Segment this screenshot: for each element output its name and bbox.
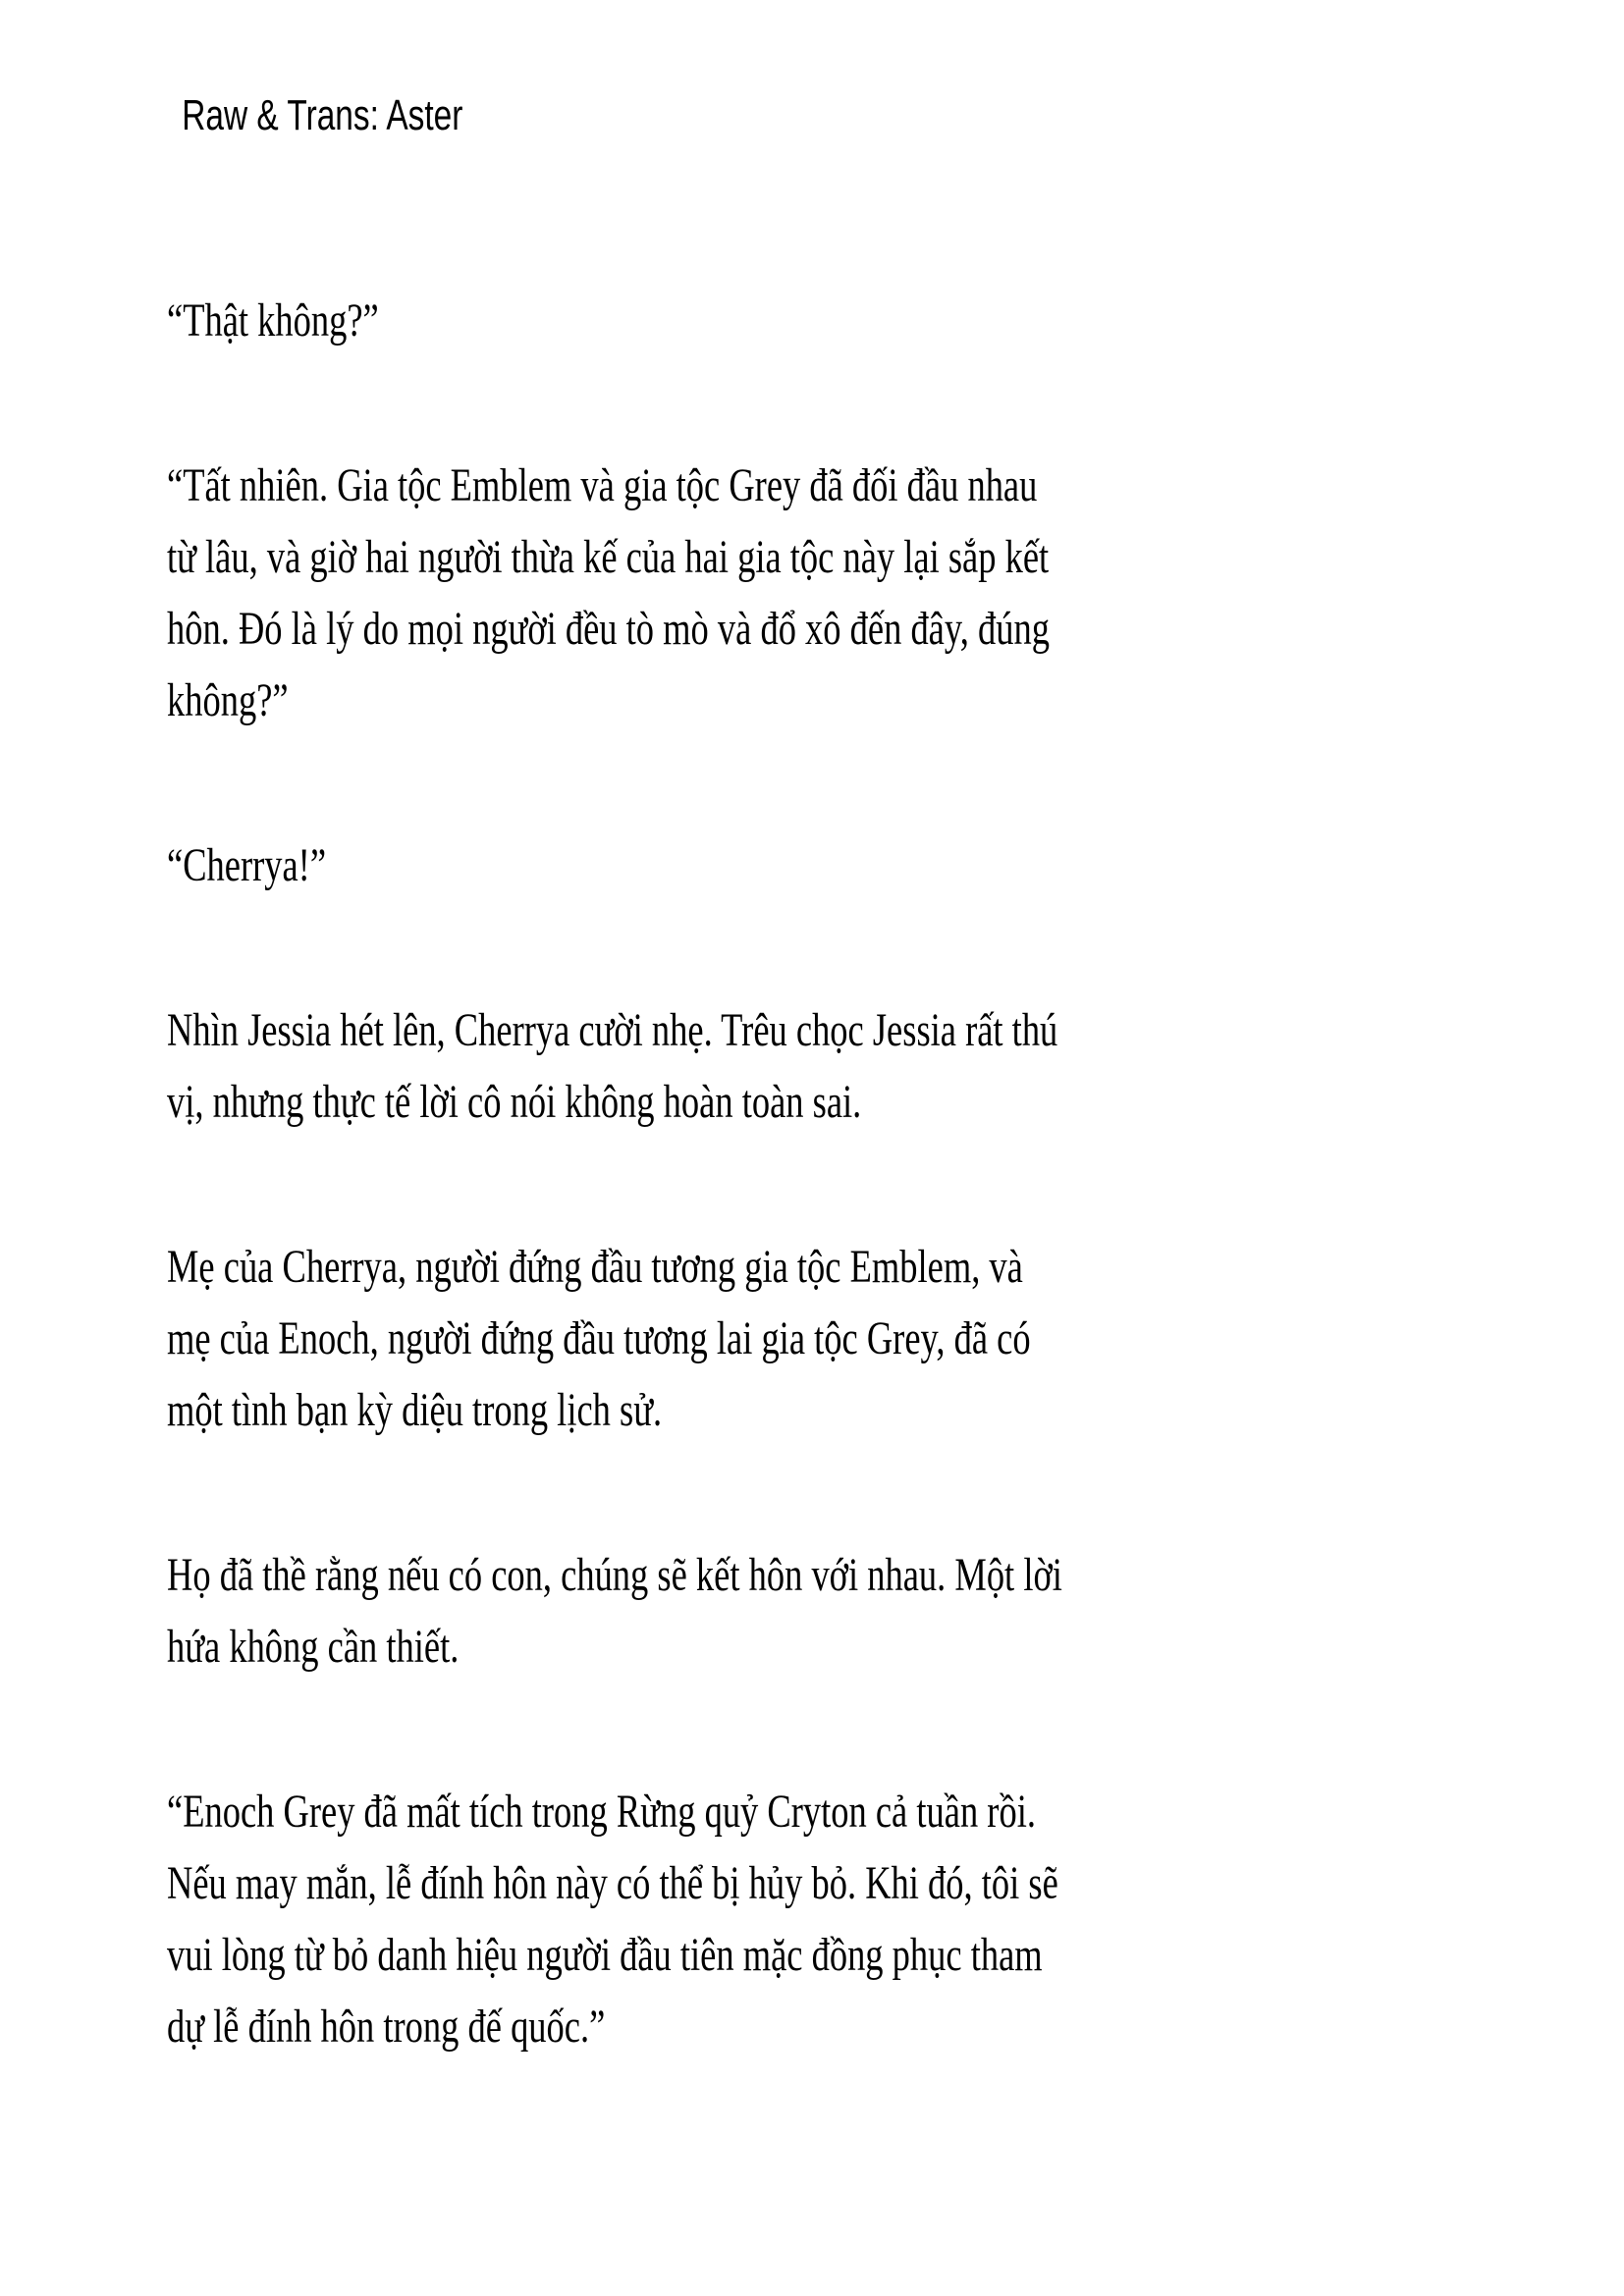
- credit-line: Raw & Trans: Aster: [182, 91, 463, 139]
- paragraph: “Tất nhiên. Gia tộc Emblem và gia tộc Grey đã đối đầu nhau từ lâu, và giờ hai người thừa kế của hai gia tộc này lại sắp kết hôn. Đó là lý do mọi người đều tò mò và đổ xô đến đây, đúng không?”: [167, 459, 1050, 726]
- text-column: [167, 0, 1067, 2156]
- paragraph: Mẹ của Cherrya, người đứng đầu tương gia tộc Emblem, và mẹ của Enoch, người đứng đầu tương lai gia tộc Grey, đã có một tình bạn kỳ diệu trong lịch sử.: [167, 1241, 1031, 1436]
- paragraph: Họ đã thề rằng nếu có con, chúng sẽ kết hôn với nhau. Một lời hứa không cần thiết.: [167, 1549, 1062, 1673]
- document-body: [167, 285, 1067, 2062]
- paragraph: Nhìn Jessia hét lên, Cherrya cười nhẹ. Trêu chọc Jessia rất thú vị, nhưng thực tế lời cô nói không hoàn toàn sai.: [167, 1004, 1058, 1128]
- paragraph: “Cherrya!”: [167, 839, 327, 891]
- paragraph: “Enoch Grey đã mất tích trong Rừng quỷ Cryton cả tuần rồi. Nếu may mắn, lễ đính hôn này có thể bị hủy bỏ. Khi đó, tôi sẽ vui lòng từ bỏ danh hiệu người đầu tiên mặc đồng phục tham dự lễ đính hôn trong đế quốc.”: [167, 1786, 1058, 2053]
- paragraph: “Thật không?”: [167, 294, 379, 347]
